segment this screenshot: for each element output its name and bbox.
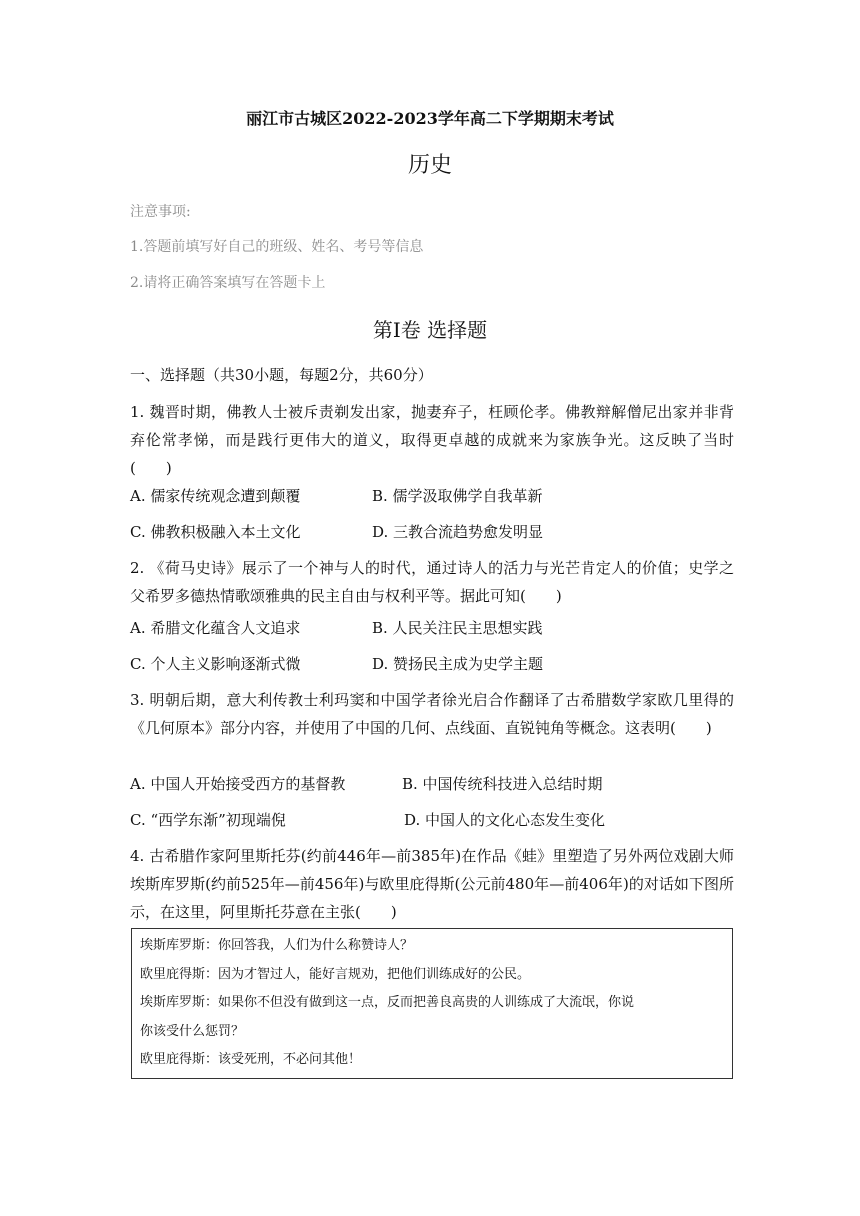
dialogue-box	[131, 928, 733, 1079]
part-title: 第Ⅰ卷 选择题	[372, 318, 488, 342]
dialogue-line: 你该受什么惩罚？	[140, 1023, 245, 1039]
dialogue-line: 欧里庇得斯：该受死刑，不必问其他！	[140, 1052, 362, 1067]
dialogue-line: 埃斯库罗斯：你回答我，人们为什么称赞诗人？	[140, 938, 414, 953]
q3-option-b: B. 中国传统科技进入总结时期	[402, 775, 603, 793]
q1-option-c: C. 佛教积极融入本土文化	[130, 523, 301, 541]
q2-option-a: A. 希腊文化蕴含人文追求	[130, 619, 301, 637]
section-heading: 一、选择题（共30小题，每题2分，共60分）	[130, 366, 433, 384]
q3-option-a: A. 中国人开始接受西方的基督教	[130, 775, 346, 793]
q1-option-b: B. 儒学汲取佛学自我革新	[372, 487, 543, 505]
question-2-stem: 2. 《荷马史诗》展示了一个神与人的时代，通过诗人的活力与光芒肯定人的价值；史学之父希罗多德热情歌颂雅典的民主自由与权利平等。据此可知( )	[130, 559, 734, 605]
exam-title: 丽江市古城区2022-2023学年高二下学期期末考试	[246, 109, 614, 128]
question-3-stem: 3. 明朝后期，意大利传教士利玛窦和中国学者徐光启合作翻译了古希腊数学家欧几里得的《几何原本》部分内容，并使用了中国的几何、点线面、直锐钝角等概念。这表明( )	[130, 691, 734, 737]
question-1-stem: 1. 魏晋时期，佛教人士被斥责剃发出家，抛妻弃子，枉顾伦孝。佛教辩解僧尼出家并非背弃伦常孝悌，而是践行更伟大的道义，取得更卓越的成就来为家族争光。这反映了当时( )	[130, 403, 734, 477]
dialogue-line: 埃斯库罗斯：如果你不但没有做到这一点，反而把善良高贵的人训练成了大流氓，你说	[140, 995, 635, 1010]
dialogue-line: 欧里庇得斯：因为才智过人，能好言规劝，把他们训练成好的公民。	[140, 966, 531, 982]
q3-option-c: C. “西学东渐”初现端倪	[130, 811, 286, 829]
q3-option-d: D. 中国人的文化心态发生变化	[404, 811, 606, 829]
note-item: 1.答题前填写好自己的班级、姓名、考号等信息	[130, 239, 424, 255]
q2-option-c: C. 个人主义影响逐渐式微	[130, 655, 301, 673]
notes-heading: 注意事项:	[130, 204, 191, 220]
q1-option-d: D. 三教合流趋势愈发明显	[372, 523, 544, 541]
question-4-stem: 4. 古希腊作家阿里斯托芬(约前446年—前385年)在作品《蛙》里塑造了另外两位戏剧大师埃斯库罗斯(约前525年—前456年)与欧里庇得斯(公元前480年—前406年)的对话如下图所示，在这里，阿里斯托芬意在主张( )	[130, 847, 734, 921]
note-item: 2.请将正确答案填写在答题卡上	[130, 275, 326, 291]
q1-option-a: A. 儒家传统观念遭到颠覆	[130, 487, 301, 505]
q2-option-d: D. 赞扬民主成为史学主题	[372, 655, 544, 673]
q2-option-b: B. 人民关注民主思想实践	[372, 619, 543, 637]
subject-title: 历史	[407, 153, 452, 178]
